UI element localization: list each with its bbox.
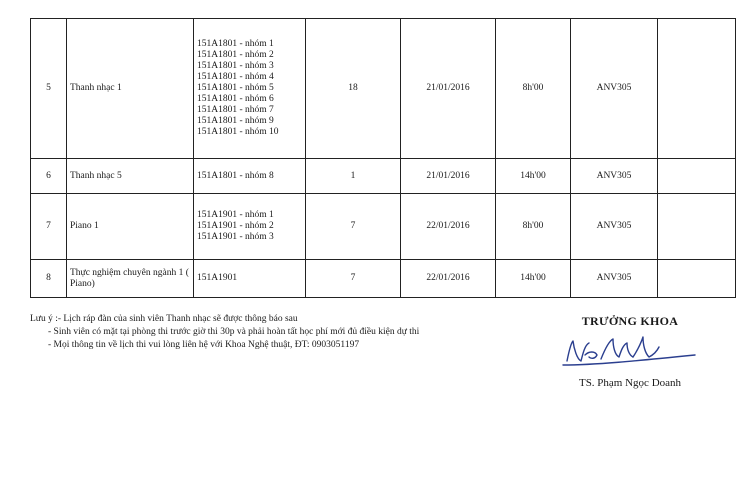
exam-room: ANV305 <box>571 159 658 194</box>
exam-room: ANV305 <box>571 19 658 159</box>
class-group: 151A1801 - nhóm 8 <box>197 170 274 181</box>
class-groups <box>194 19 306 159</box>
row-number: 7 <box>31 194 67 260</box>
subject-name: Thanh nhạc 5 <box>67 159 194 194</box>
exam-time: 8h'00 <box>496 19 571 159</box>
class-group: 151A1901 - nhóm 2 <box>197 221 274 231</box>
table-row <box>31 260 736 298</box>
class-groups <box>194 194 306 260</box>
student-count: 7 <box>306 194 401 260</box>
signer-title: TRƯỞNG KHOA <box>581 314 679 328</box>
notes-section <box>30 313 419 352</box>
exam-room: ANV305 <box>571 260 658 298</box>
class-group: 151A1801 - nhóm 10 <box>197 127 279 137</box>
class-group: 151A1901 - nhóm 3 <box>197 232 274 242</box>
exam-time: 14h'00 <box>496 159 571 194</box>
exam-date: 22/01/2016 <box>401 194 496 260</box>
class-group: 151A1801 - nhóm 4 <box>197 72 274 82</box>
student-count: 1 <box>306 159 401 194</box>
row-note <box>658 159 736 194</box>
table-row <box>31 159 736 194</box>
class-groups <box>194 260 306 298</box>
exam-date: 22/01/2016 <box>401 260 496 298</box>
row-note <box>658 260 736 298</box>
class-groups <box>194 159 306 194</box>
note-line: - Mọi thông tin về lịch thi vui lòng liên hệ với Khoa Nghệ thuật, ĐT: 0903051197 <box>48 340 360 350</box>
row-note <box>658 19 736 159</box>
class-group: 151A1801 - nhóm 2 <box>197 50 274 60</box>
subject-name: Thanh nhạc 1 <box>67 19 194 159</box>
exam-time: 8h'00 <box>496 194 571 260</box>
class-group: 151A1901 - nhóm 1 <box>197 210 274 220</box>
student-count: 18 <box>306 19 401 159</box>
exam-room: ANV305 <box>571 194 658 260</box>
student-count: 7 <box>306 260 401 298</box>
subject-name: Piano 1 <box>67 194 194 260</box>
exam-time: 14h'00 <box>496 260 571 298</box>
signer-name: TS. Phạm Ngọc Doanh <box>578 377 682 389</box>
class-group: 151A1801 - nhóm 9 <box>197 116 274 126</box>
row-number: 8 <box>31 260 67 298</box>
class-group: 151A1801 - nhóm 7 <box>197 105 274 115</box>
class-group: 151A1801 - nhóm 5 <box>197 83 274 93</box>
row-number: 6 <box>31 159 67 194</box>
note-line: - Sinh viên có mặt tại phòng thi trước giờ thi 30p và phải hoàn tất học phí mới đủ điều kiện dự thi <box>48 327 420 337</box>
note-line: Lưu ý :- Lịch ráp đàn của sinh viên Thanh nhạc sẽ được thông báo sau <box>30 314 298 324</box>
class-group: 151A1801 - nhóm 3 <box>197 61 274 71</box>
exam-date: 21/01/2016 <box>401 19 496 159</box>
exam-schedule-table <box>30 18 736 298</box>
table-row <box>31 19 736 159</box>
class-group: 151A1901 <box>197 273 238 283</box>
table-row <box>31 194 736 260</box>
row-number: 5 <box>31 19 67 159</box>
row-note <box>658 194 736 260</box>
subject-name: Thực nghiệm chuyên ngành 1 ( Piano) <box>67 260 194 298</box>
class-group: 151A1801 - nhóm 6 <box>197 94 274 104</box>
signature-block <box>545 310 715 389</box>
handwritten-signature <box>555 331 705 375</box>
exam-date: 21/01/2016 <box>401 159 496 194</box>
class-group: 151A1801 - nhóm 1 <box>197 39 274 49</box>
